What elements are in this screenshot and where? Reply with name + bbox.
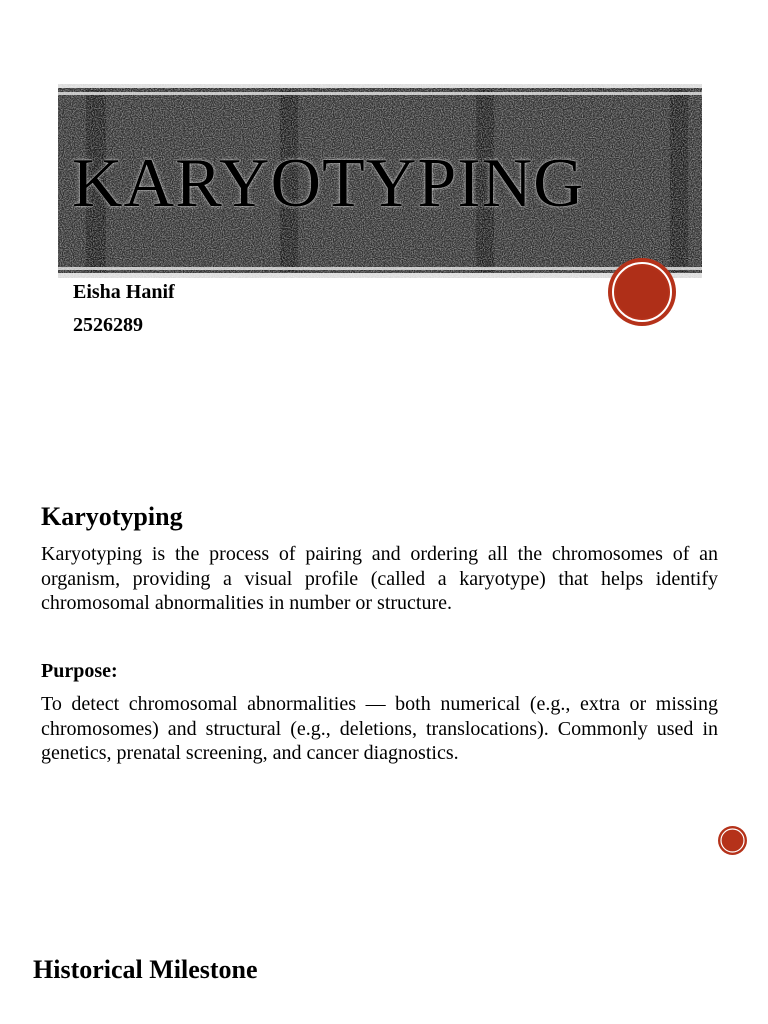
purpose-heading: Purpose: xyxy=(41,660,118,682)
slide-title: KARYOTYPING xyxy=(72,145,585,222)
author-name: Eisha Hanif xyxy=(73,281,175,303)
definition-paragraph: Karyotyping is the process of pairing and ordering all the chromosomes of an organism, providing a visual profile (called a karyotype) that helps identify chromosomal abnormalities in number or structure. xyxy=(41,543,718,614)
author-id: 2526289 xyxy=(73,314,143,336)
circle-ornament-small xyxy=(717,825,748,856)
section-heading: Karyotyping xyxy=(41,502,183,531)
next-section-heading: Historical Milestone xyxy=(33,955,258,984)
circle-ornament-large xyxy=(606,256,678,328)
purpose-paragraph: To detect chromosomal abnormalities — both numerical (e.g., extra or missing chromosomes) and structural (e.g., deletions, translocations). Commonly used in genetics, prenatal screening, and cancer diagnostics. xyxy=(41,693,718,764)
title-banner xyxy=(58,84,702,278)
